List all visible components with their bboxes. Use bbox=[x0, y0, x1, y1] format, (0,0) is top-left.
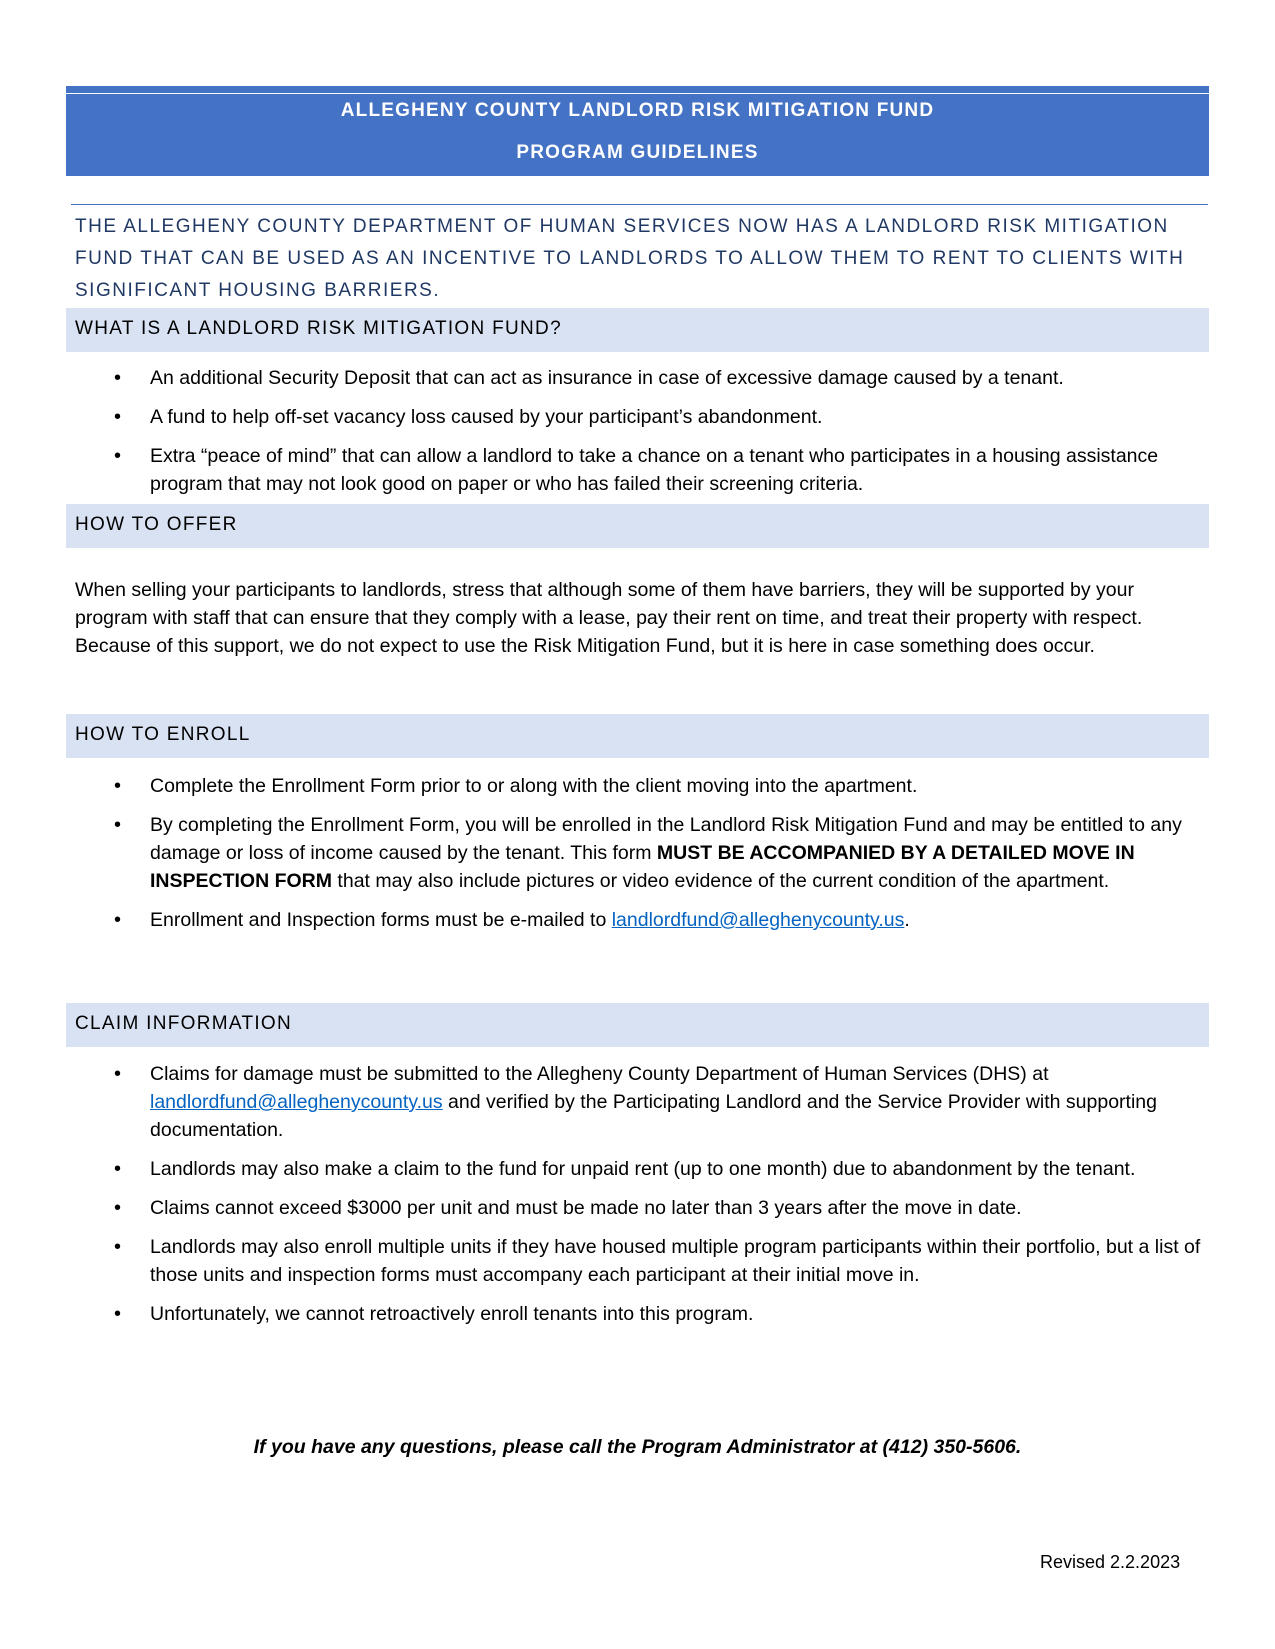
section-heading-claim-information bbox=[66, 1003, 1209, 1047]
enroll-text: Enrollment and Inspection forms must be e-mailed to bbox=[150, 909, 612, 931]
how-to-enroll-list bbox=[0, 772, 1275, 934]
section-heading-what-is bbox=[66, 308, 1209, 352]
list-item bbox=[0, 811, 1210, 895]
list-item: • Landlords may also enroll multiple units if they have housed multiple program participants within their portfolio, but a list of those units and inspection forms must accompany each participant at their initial move in. bbox=[0, 1233, 1210, 1289]
list-item: • Complete the Enrollment Form prior to or along with the client moving into the apartment. bbox=[0, 772, 1210, 800]
email-link[interactable]: landlordfund@alleghenycounty.us bbox=[150, 1091, 443, 1113]
list-item: • An additional Security Deposit that can act as insurance in case of excessive damage caused by a tenant. bbox=[0, 364, 1210, 392]
contact-note: If you have any questions, please call the Program Administrator at (412) 350-5606. bbox=[253, 1436, 1022, 1458]
intro-statement: THE ALLEGHENY COUNTY DEPARTMENT OF HUMAN SERVICES NOW HAS A LANDLORD RISK MITIGATION FUND THAT CAN BE USED AS AN INCENTIVE TO LANDLORDS TO ALLOW THEM TO RENT TO CLIENTS WITH SIGNIFICANT HOUSING BARRIERS. bbox=[75, 216, 1185, 301]
list-item: • A fund to help off-set vacancy loss caused by your participant’s abandonment. bbox=[0, 403, 1210, 431]
enroll-requirement-emphasis: MUST BE ACCOMPANIED BY A DETAILED MOVE IN INSPECTION FORM bbox=[150, 842, 1135, 892]
what-is-list bbox=[0, 364, 1275, 498]
section-heading-how-to-enroll bbox=[66, 714, 1209, 758]
claim-text: Claims for damage must be submitted to the Allegheny County Department of Human Services (DHS) at bbox=[150, 1063, 1049, 1085]
title-banner bbox=[66, 86, 1209, 176]
list-item: • Extra “peace of mind” that can allow a landlord to take a chance on a tenant who participates in a housing assistance program that may not look good on paper or who has failed their screening criteria. bbox=[0, 442, 1210, 498]
document-title: ALLEGHENY COUNTY LANDLORD RISK MITIGATION FUND bbox=[340, 100, 935, 121]
list-item bbox=[0, 1060, 1210, 1144]
enroll-text: that may also include pictures or video evidence of the current condition of the apartment. bbox=[332, 870, 1110, 892]
list-item: • Unfortunately, we cannot retroactively enroll tenants into this program. bbox=[0, 1300, 1210, 1328]
list-item: • Landlords may also make a claim to the fund for unpaid rent (up to one month) due to abandonment by the tenant. bbox=[0, 1155, 1210, 1183]
section-heading-label: HOW TO ENROLL bbox=[75, 724, 251, 745]
how-to-offer-paragraph: When selling your participants to landlords, stress that although some of them have barriers, they will be supported by your program with staff that can ensure that they comply with a lease, pay their rent on time, and treat their property with respect. Because of this support, we do not expect to use the Risk Mitigation Fund, but it is here in case something does occur. bbox=[75, 579, 1143, 657]
list-item: • Claims cannot exceed $3000 per unit and must be made no later than 3 years after the move in date. bbox=[0, 1194, 1210, 1222]
claim-text: and verified by the Participating Landlord and the Service Provider with supporting documentation. bbox=[150, 1091, 1157, 1141]
section-heading-label: HOW TO OFFER bbox=[75, 514, 238, 535]
list-item bbox=[0, 906, 1210, 934]
intro-divider bbox=[71, 204, 1208, 205]
section-heading-label: WHAT IS A LANDLORD RISK MITIGATION FUND? bbox=[75, 318, 562, 339]
section-heading-label: CLAIM INFORMATION bbox=[75, 1013, 293, 1034]
enroll-text: By completing the Enrollment Form, you will be enrolled in the Landlord Risk Mitigation Fund and may be entitled to any damage or loss of income caused by the tenant. This form bbox=[150, 814, 1182, 864]
enroll-text: . bbox=[904, 909, 910, 931]
section-heading-how-to-offer bbox=[66, 504, 1209, 548]
revision-date: Revised 2.2.2023 bbox=[1040, 1552, 1181, 1572]
claim-information-list bbox=[0, 1060, 1275, 1328]
email-link[interactable]: landlordfund@alleghenycounty.us bbox=[611, 909, 905, 931]
document-subtitle: PROGRAM GUIDELINES bbox=[516, 142, 759, 163]
